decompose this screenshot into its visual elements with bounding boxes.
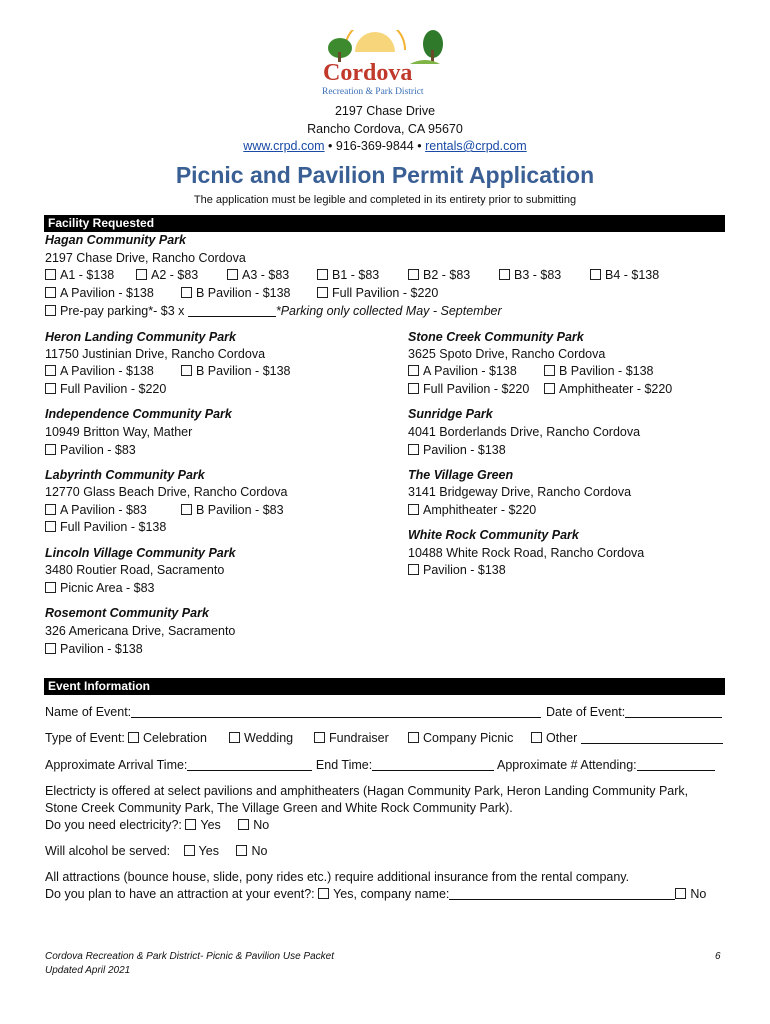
page-number: 6 xyxy=(715,951,721,962)
attraction-question xyxy=(45,887,706,901)
option-checkbox[interactable]: A Pavilion - $83 xyxy=(45,503,147,517)
option-checkbox[interactable]: B2 - $83 xyxy=(408,268,470,282)
parking-qty-input[interactable] xyxy=(188,304,276,317)
park-address: 3480 Routier Road, Sacramento xyxy=(45,563,225,577)
checkbox-icon[interactable] xyxy=(181,365,192,376)
park-address: 10949 Britton Way, Mather xyxy=(45,425,193,439)
option-checkbox[interactable]: Pavilion - $138 xyxy=(45,642,143,656)
option-checkbox[interactable]: Amphitheater - $220 xyxy=(408,503,536,517)
checkbox-icon[interactable] xyxy=(317,287,328,298)
checkbox-icon[interactable] xyxy=(408,732,419,743)
checkbox-icon[interactable] xyxy=(544,365,555,376)
checkbox-icon[interactable] xyxy=(544,383,555,394)
attending-input[interactable] xyxy=(637,758,715,771)
alcohol-yes[interactable]: Yes xyxy=(184,844,219,858)
park-name: Hagan Community Park xyxy=(45,233,187,247)
option-checkbox[interactable]: Amphitheater - $220 xyxy=(544,382,672,396)
option-checkbox[interactable]: Pavilion - $138 xyxy=(408,563,506,577)
event-name-row xyxy=(45,705,541,719)
checkbox-icon[interactable] xyxy=(229,732,240,743)
address-line-2: Rancho Cordova, CA 95670 xyxy=(307,122,463,136)
checkbox-icon[interactable] xyxy=(185,819,196,830)
arrival-row xyxy=(45,758,715,772)
electricity-question xyxy=(45,818,269,832)
page-title: Picnic and Pavilion Permit Application xyxy=(175,162,595,188)
park-name: Stone Creek Community Park xyxy=(408,330,584,344)
checkbox-icon[interactable] xyxy=(45,582,56,593)
attraction-note: All attractions (bounce house, slide, pony rides etc.) require additional insurance from the rental company. xyxy=(45,870,630,884)
option-checkbox[interactable]: B Pavilion - $138 xyxy=(181,286,291,300)
option-checkbox[interactable]: A3 - $83 xyxy=(227,268,289,282)
attraction-yes[interactable]: Yes, company name: xyxy=(318,887,449,901)
checkbox-icon[interactable] xyxy=(136,269,147,280)
option-checkbox[interactable]: Picnic Area - $83 xyxy=(45,581,155,595)
checkbox-icon[interactable] xyxy=(45,287,56,298)
option-checkbox[interactable]: B4 - $138 xyxy=(590,268,659,282)
address-line-1: 2197 Chase Drive xyxy=(334,104,436,118)
option-checkbox[interactable]: Full Pavilion - $138 xyxy=(45,520,166,534)
checkbox-icon[interactable] xyxy=(45,305,56,316)
type-checkbox[interactable]: Celebration xyxy=(128,731,207,745)
checkbox-icon[interactable] xyxy=(675,888,686,899)
park-address: 2197 Chase Drive, Rancho Cordova xyxy=(45,251,246,265)
event-section-header: Event Information xyxy=(44,678,725,695)
checkbox-icon[interactable] xyxy=(236,845,247,856)
option-checkbox[interactable]: A1 - $138 xyxy=(45,268,114,282)
checkbox-icon[interactable] xyxy=(408,504,419,515)
electricity-label: Do you need electricity?: xyxy=(45,818,182,832)
option-checkbox[interactable]: B3 - $83 xyxy=(499,268,561,282)
park-address: 3625 Spoto Drive, Rancho Cordova xyxy=(408,347,606,361)
type-checkbox[interactable]: Other xyxy=(531,731,723,745)
checkbox-icon[interactable] xyxy=(590,269,601,280)
option-checkbox[interactable]: B Pavilion - $138 xyxy=(544,364,654,378)
checkbox-icon[interactable] xyxy=(408,564,419,575)
checkbox-icon[interactable] xyxy=(499,269,510,280)
attraction-label: Do you plan to have an attraction at your event?: xyxy=(45,887,315,901)
alcohol-question xyxy=(45,844,267,858)
checkbox-icon[interactable] xyxy=(317,269,328,280)
facility-section-header: Facility Requested xyxy=(44,215,725,232)
event-date-input[interactable] xyxy=(625,705,722,718)
option-checkbox[interactable]: A Pavilion - $138 xyxy=(45,364,154,378)
checkbox-icon[interactable] xyxy=(45,269,56,280)
footer-title: Cordova Recreation & Park District- Picnic & Pavilion Use Packet xyxy=(45,951,334,962)
park-address: 4041 Borderlands Drive, Rancho Cordova xyxy=(408,425,641,439)
checkbox-icon[interactable] xyxy=(181,504,192,515)
electricity-no[interactable]: No xyxy=(238,818,269,832)
park-address: 10488 White Rock Road, Rancho Cordova xyxy=(408,546,645,560)
company-name-input[interactable] xyxy=(449,887,675,900)
arrival-input[interactable] xyxy=(187,758,312,771)
park-name: Rosemont Community Park xyxy=(45,606,209,620)
checkbox-icon[interactable] xyxy=(408,444,419,455)
checkbox-icon[interactable] xyxy=(128,732,139,743)
checkbox-icon[interactable] xyxy=(45,521,56,532)
phone-text: • 916-369-9844 • xyxy=(324,139,426,153)
electricity-note-1: Electricty is offered at select pavilions and amphitheaters (Hagan Community Park, Heron Landing Community Park, xyxy=(45,784,689,798)
park-name: Lincoln Village Community Park xyxy=(45,546,236,560)
checkbox-icon[interactable] xyxy=(408,365,419,376)
type-checkbox[interactable]: Fundraiser xyxy=(314,731,389,745)
end-time-input[interactable] xyxy=(372,758,494,771)
arrival-label: Approximate Arrival Time: xyxy=(45,758,188,772)
checkbox-icon[interactable] xyxy=(408,383,419,394)
event-date-label: Date of Event: xyxy=(546,705,626,719)
checkbox-icon[interactable] xyxy=(531,732,542,743)
park-address: 11750 Justinian Drive, Rancho Cordova xyxy=(45,347,266,361)
type-checkbox[interactable]: Wedding xyxy=(229,731,293,745)
checkbox-icon[interactable] xyxy=(45,643,56,654)
checkbox-icon[interactable] xyxy=(238,819,249,830)
checkbox-icon[interactable] xyxy=(314,732,325,743)
option-checkbox[interactable]: Pavilion - $83 xyxy=(45,443,136,457)
checkbox-icon[interactable] xyxy=(45,504,56,515)
logo-tagline: Recreation & Park District xyxy=(322,87,424,97)
option-checkbox[interactable]: Pavilion - $138 xyxy=(408,443,506,457)
checkbox-icon[interactable] xyxy=(227,269,238,280)
option-checkbox[interactable]: B Pavilion - $83 xyxy=(181,503,284,517)
option-checkbox[interactable]: A Pavilion - $138 xyxy=(45,286,154,300)
checkbox-icon[interactable] xyxy=(181,287,192,298)
footer-updated: Updated April 2021 xyxy=(45,965,131,976)
park-address: 12770 Glass Beach Drive, Rancho Cordova xyxy=(45,485,288,499)
park-name: The Village Green xyxy=(408,468,514,482)
type-checkbox[interactable]: Company Picnic xyxy=(408,731,513,745)
park-address: 326 Americana Drive, Sacramento xyxy=(45,624,236,638)
option-checkbox[interactable]: B1 - $83 xyxy=(317,268,379,282)
attending-label: Approximate # Attending: xyxy=(496,758,637,772)
electricity-note-2: Stone Creek Community Park, The Village Green and White Rock Community Park). xyxy=(45,801,513,815)
option-checkbox[interactable]: A Pavilion - $138 xyxy=(408,364,517,378)
option-checkbox[interactable]: Full Pavilion - $220 xyxy=(45,382,166,396)
park-address: 3141 Bridgeway Drive, Rancho Cordova xyxy=(408,485,632,499)
checkbox-icon[interactable] xyxy=(318,888,329,899)
park-name: White Rock Community Park xyxy=(408,528,579,542)
checkbox-icon[interactable] xyxy=(45,365,56,376)
park-name: Labyrinth Community Park xyxy=(45,468,205,482)
event-name-input[interactable] xyxy=(131,705,541,718)
park-name: Heron Landing Community Park xyxy=(45,330,236,344)
end-time-label: End Time: xyxy=(315,758,373,772)
contact-line xyxy=(0,137,770,155)
park-name: Sunridge Park xyxy=(408,407,493,421)
option-checkbox[interactable]: A2 - $83 xyxy=(136,268,198,282)
other-type-input[interactable] xyxy=(581,731,723,744)
event-type-label: Type of Event: xyxy=(45,731,125,745)
subtitle: The application must be legible and completed in its entirety prior to submitting xyxy=(193,194,577,206)
event-date-row xyxy=(546,705,722,719)
checkbox-icon[interactable] xyxy=(45,383,56,394)
alcohol-label: Will alcohol be served: xyxy=(45,844,171,858)
checkbox-icon[interactable] xyxy=(45,444,56,455)
option-checkbox[interactable]: Full Pavilion - $220 xyxy=(408,382,529,396)
email-link[interactable]: rentals@crpd.com xyxy=(425,139,527,153)
electricity-yes[interactable]: Yes xyxy=(185,818,220,832)
parking-row[interactable]: Pre-pay parking*- $3 x *Parking only collected May - September xyxy=(45,304,502,318)
checkbox-icon[interactable] xyxy=(184,845,195,856)
checkbox-icon[interactable] xyxy=(408,269,419,280)
event-name-label: Name of Event: xyxy=(45,705,132,719)
website-link[interactable]: www.crpd.com xyxy=(243,139,325,153)
park-name: Independence Community Park xyxy=(45,407,232,421)
option-checkbox[interactable]: Full Pavilion - $220 xyxy=(317,286,438,300)
option-checkbox[interactable]: B Pavilion - $138 xyxy=(181,364,291,378)
logo-brand: Cordova xyxy=(323,60,413,86)
attraction-no[interactable]: No xyxy=(675,887,706,901)
alcohol-no[interactable]: No xyxy=(236,844,267,858)
